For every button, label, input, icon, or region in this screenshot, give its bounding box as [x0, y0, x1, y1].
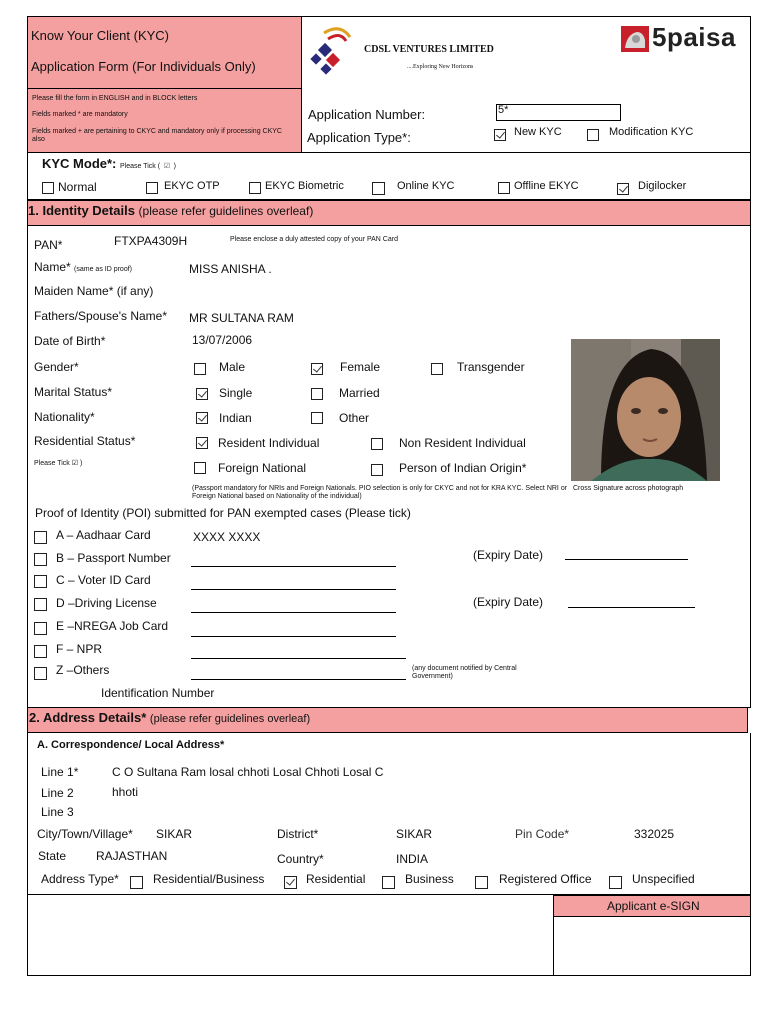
cdsl-tagline: ....Exploring New Horizons [407, 64, 474, 70]
gender-transgender-checkbox[interactable] [431, 363, 443, 375]
country-label: Country* [277, 852, 324, 866]
kyc-mode-ekyc-otp-checkbox[interactable] [146, 182, 158, 194]
kyc-mode-online-checkbox[interactable] [372, 182, 385, 195]
address-section-heading: 2. Address Details* [29, 710, 147, 725]
line2-value: hhoti [112, 785, 139, 799]
poi-aadhaar-checkbox[interactable] [34, 531, 47, 544]
esign-label: Applicant e-SIGN [607, 899, 700, 913]
5paisa-logo-icon [621, 26, 649, 52]
applicant-photo [571, 339, 720, 481]
pio-label: Person of Indian Origin* [399, 461, 527, 475]
gender-transgender-label: Transgender [457, 360, 525, 374]
poi-others-checkbox[interactable] [34, 667, 47, 680]
poi-nrega-checkbox[interactable] [34, 622, 47, 635]
application-type-label: Application Type*: [307, 130, 411, 145]
state-value: RAJASTHAN [96, 849, 168, 863]
esign-area[interactable] [554, 917, 750, 975]
gender-female-checkbox[interactable] [311, 363, 323, 375]
poi-title: Proof of Identity (POI) submitted for PAN exempted cases (Please tick) [35, 506, 411, 520]
pan-label: PAN* [34, 238, 63, 252]
name-label [34, 260, 132, 274]
line1-value: C O Sultana Ram losal chhoti Losal Chhoti Losal C [112, 765, 384, 779]
dob-label: Date of Birth* [34, 334, 106, 348]
photo-caption: Cross Signature across photograph [573, 485, 684, 492]
marital-married-checkbox[interactable] [311, 388, 323, 400]
note-block-letters: Please fill the form in ENGLISH and in BLOCK letters [32, 95, 198, 102]
poi-passport-line [191, 566, 396, 567]
type-registered-office-checkbox[interactable] [475, 876, 488, 889]
pan-note: Please enclose a duly attested copy of your PAN Card [230, 236, 398, 243]
foreign-national-checkbox[interactable] [194, 462, 206, 474]
gender-label: Gender* [34, 360, 79, 374]
identity-section-heading: 1. Identity Details [28, 203, 135, 218]
modification-kyc-checkbox[interactable] [587, 129, 599, 141]
marital-label: Marital Status* [34, 385, 113, 399]
line1-label: Line 1* [41, 765, 79, 779]
cdsl-logo [306, 25, 356, 80]
residential-hint: Please Tick ☑ ) [34, 460, 83, 467]
kyc-mode-normal-checkbox[interactable] [42, 182, 54, 194]
passport-expiry-label: (Expiry Date) [473, 548, 544, 562]
passport-note: (Passport mandatory for NRIs and Foreign Nationals. PIO selection is only for CKYC and not for KRA KYC. Select NRI or Foreign National based on Nationality of the individual) [192, 485, 568, 500]
cdsl-name: CDSL VENTURES LIMITED [364, 44, 494, 55]
type-residential-business-label: Residential/Business [153, 872, 265, 886]
nationality-other-checkbox[interactable] [311, 412, 323, 424]
type-registered-office-label: Registered Office [499, 872, 592, 886]
father-name-label: Fathers/Spouse's Name* [34, 309, 168, 323]
poi-passport-checkbox[interactable] [34, 553, 47, 566]
type-residential-checkbox[interactable] [284, 876, 297, 889]
residential-label: Residential Status* [34, 434, 136, 448]
resident-individual-checkbox[interactable] [196, 437, 208, 449]
poi-voter-line [191, 589, 396, 590]
correspondence-title: A. Correspondence/ Local Address* [37, 739, 225, 751]
poi-others-line [191, 679, 406, 680]
type-residential-label: Residential [306, 872, 366, 886]
address-section-hint: (please refer guidelines overleaf) [149, 713, 311, 725]
poi-npr-checkbox[interactable] [34, 645, 47, 658]
kyc-mode-offline-ekyc-label: Offline EKYC [514, 180, 579, 192]
application-number-field[interactable] [496, 104, 621, 121]
kyc-mode-digilocker-label: Digilocker [638, 180, 687, 192]
resident-individual-label: Resident Individual [218, 436, 320, 450]
pin-label: Pin Code* [515, 827, 570, 841]
kyc-mode-offline-ekyc-checkbox[interactable] [498, 182, 510, 194]
address-type-label: Address Type* [41, 872, 119, 886]
non-resident-label: Non Resident Individual [399, 436, 526, 450]
form-title: Know Your Client (KYC) [31, 28, 170, 43]
dob-value: 13/07/2006 [192, 333, 253, 347]
poi-npr-line [191, 658, 406, 659]
city-value: SIKAR [156, 827, 193, 841]
application-number-value: 5* [498, 104, 509, 116]
new-kyc-label: New KYC [514, 126, 562, 138]
identity-section-hint: (please refer guidelines overleaf) [138, 204, 314, 218]
poi-voter-checkbox[interactable] [34, 575, 47, 588]
nationality-label: Nationality* [34, 410, 95, 424]
foreign-national-label: Foreign National [218, 461, 307, 475]
maiden-name-label: Maiden Name* (if any) [34, 284, 154, 298]
type-unspecified-label: Unspecified [632, 872, 695, 886]
kyc-mode-ekyc-biometric-label: EKYC Biometric [265, 180, 344, 192]
country-value: INDIA [396, 852, 429, 866]
poi-nrega-line [191, 636, 396, 637]
district-value: SIKAR [396, 827, 433, 841]
poi-others-note: (any document notified by Central Government) [412, 665, 517, 680]
name-value: MISS ANISHA . [189, 262, 272, 276]
pio-checkbox[interactable] [371, 464, 383, 476]
non-resident-checkbox[interactable] [371, 438, 383, 450]
kyc-mode-hint-close: ) [173, 163, 176, 170]
kyc-mode-label [42, 156, 176, 171]
kyc-mode-title: KYC Mode*: [42, 156, 117, 171]
poi-npr-label: F – NPR [56, 642, 103, 656]
district-label: District* [277, 827, 319, 841]
pan-value: FTXPA4309H [114, 234, 188, 248]
tick-icon: ☑ [163, 163, 170, 170]
poi-driving-line [191, 612, 396, 613]
driving-expiry-line [568, 607, 695, 608]
new-kyc-checkbox[interactable] [494, 129, 506, 141]
kyc-mode-hint: Please Tick ( [120, 163, 161, 170]
kyc-mode-digilocker-checkbox[interactable] [617, 183, 629, 195]
poi-others-label: Z –Others [56, 663, 110, 677]
marital-single-label: Single [219, 386, 253, 400]
driving-expiry-label: (Expiry Date) [473, 595, 544, 609]
passport-expiry-line [565, 559, 688, 560]
marital-single-checkbox[interactable] [196, 388, 208, 400]
identification-number-label: Identification Number [101, 686, 215, 700]
type-unspecified-checkbox[interactable] [609, 876, 622, 889]
pin-value: 332025 [634, 827, 675, 841]
poi-aadhaar-label: A – Aadhaar Card [56, 528, 151, 542]
state-label: State [38, 849, 67, 863]
kyc-mode-normal-label: Normal [58, 180, 97, 194]
poi-nrega-label: E –NREGA Job Card [56, 619, 169, 633]
type-residential-business-checkbox[interactable] [130, 876, 143, 889]
gender-female-label: Female [340, 360, 381, 374]
type-business-label: Business [405, 872, 454, 886]
gender-male-label: Male [219, 360, 246, 374]
line2-label: Line 2 [41, 786, 74, 800]
marital-married-label: Married [339, 386, 380, 400]
gender-male-checkbox[interactable] [194, 363, 206, 375]
name-label-text: Name* [34, 260, 71, 274]
note-ckyc: Fields marked + are pertaining to CKYC and mandatory only if processing CKYC also [32, 128, 282, 143]
nationality-indian-checkbox[interactable] [196, 412, 208, 424]
poi-passport-label: B – Passport Number [56, 551, 171, 565]
identity-section-title [28, 203, 313, 218]
nationality-indian-label: Indian [219, 411, 252, 425]
kyc-mode-ekyc-otp-label: EKYC OTP [164, 180, 220, 192]
address-section-title [29, 710, 310, 725]
poi-aadhaar-value: XXXX XXXX [193, 530, 261, 544]
title-box [27, 16, 302, 89]
kyc-mode-online-label: Online KYC [397, 180, 455, 192]
poi-driving-checkbox[interactable] [34, 598, 47, 611]
modification-kyc-label: Modification KYC [609, 126, 694, 138]
poi-voter-label: C – Voter ID Card [56, 573, 151, 587]
note-mandatory: Fields marked * are mandatory [32, 111, 128, 118]
name-hint: (same as ID proof) [74, 266, 132, 273]
nationality-other-label: Other [339, 411, 370, 425]
poi-driving-label: D –Driving License [56, 596, 157, 610]
form-subtitle: Application Form (For Individuals Only) [31, 59, 256, 74]
line3-label: Line 3 [41, 805, 74, 819]
type-business-checkbox[interactable] [382, 876, 395, 889]
father-name-value: MR SULTANA RAM [189, 311, 294, 325]
5paisa-brand: 5paisa [652, 22, 736, 52]
city-label: City/Town/Village* [37, 827, 133, 841]
address-frame [27, 733, 751, 895]
application-number-label: Application Number: [308, 107, 426, 122]
kyc-mode-ekyc-biometric-checkbox[interactable] [249, 182, 261, 194]
